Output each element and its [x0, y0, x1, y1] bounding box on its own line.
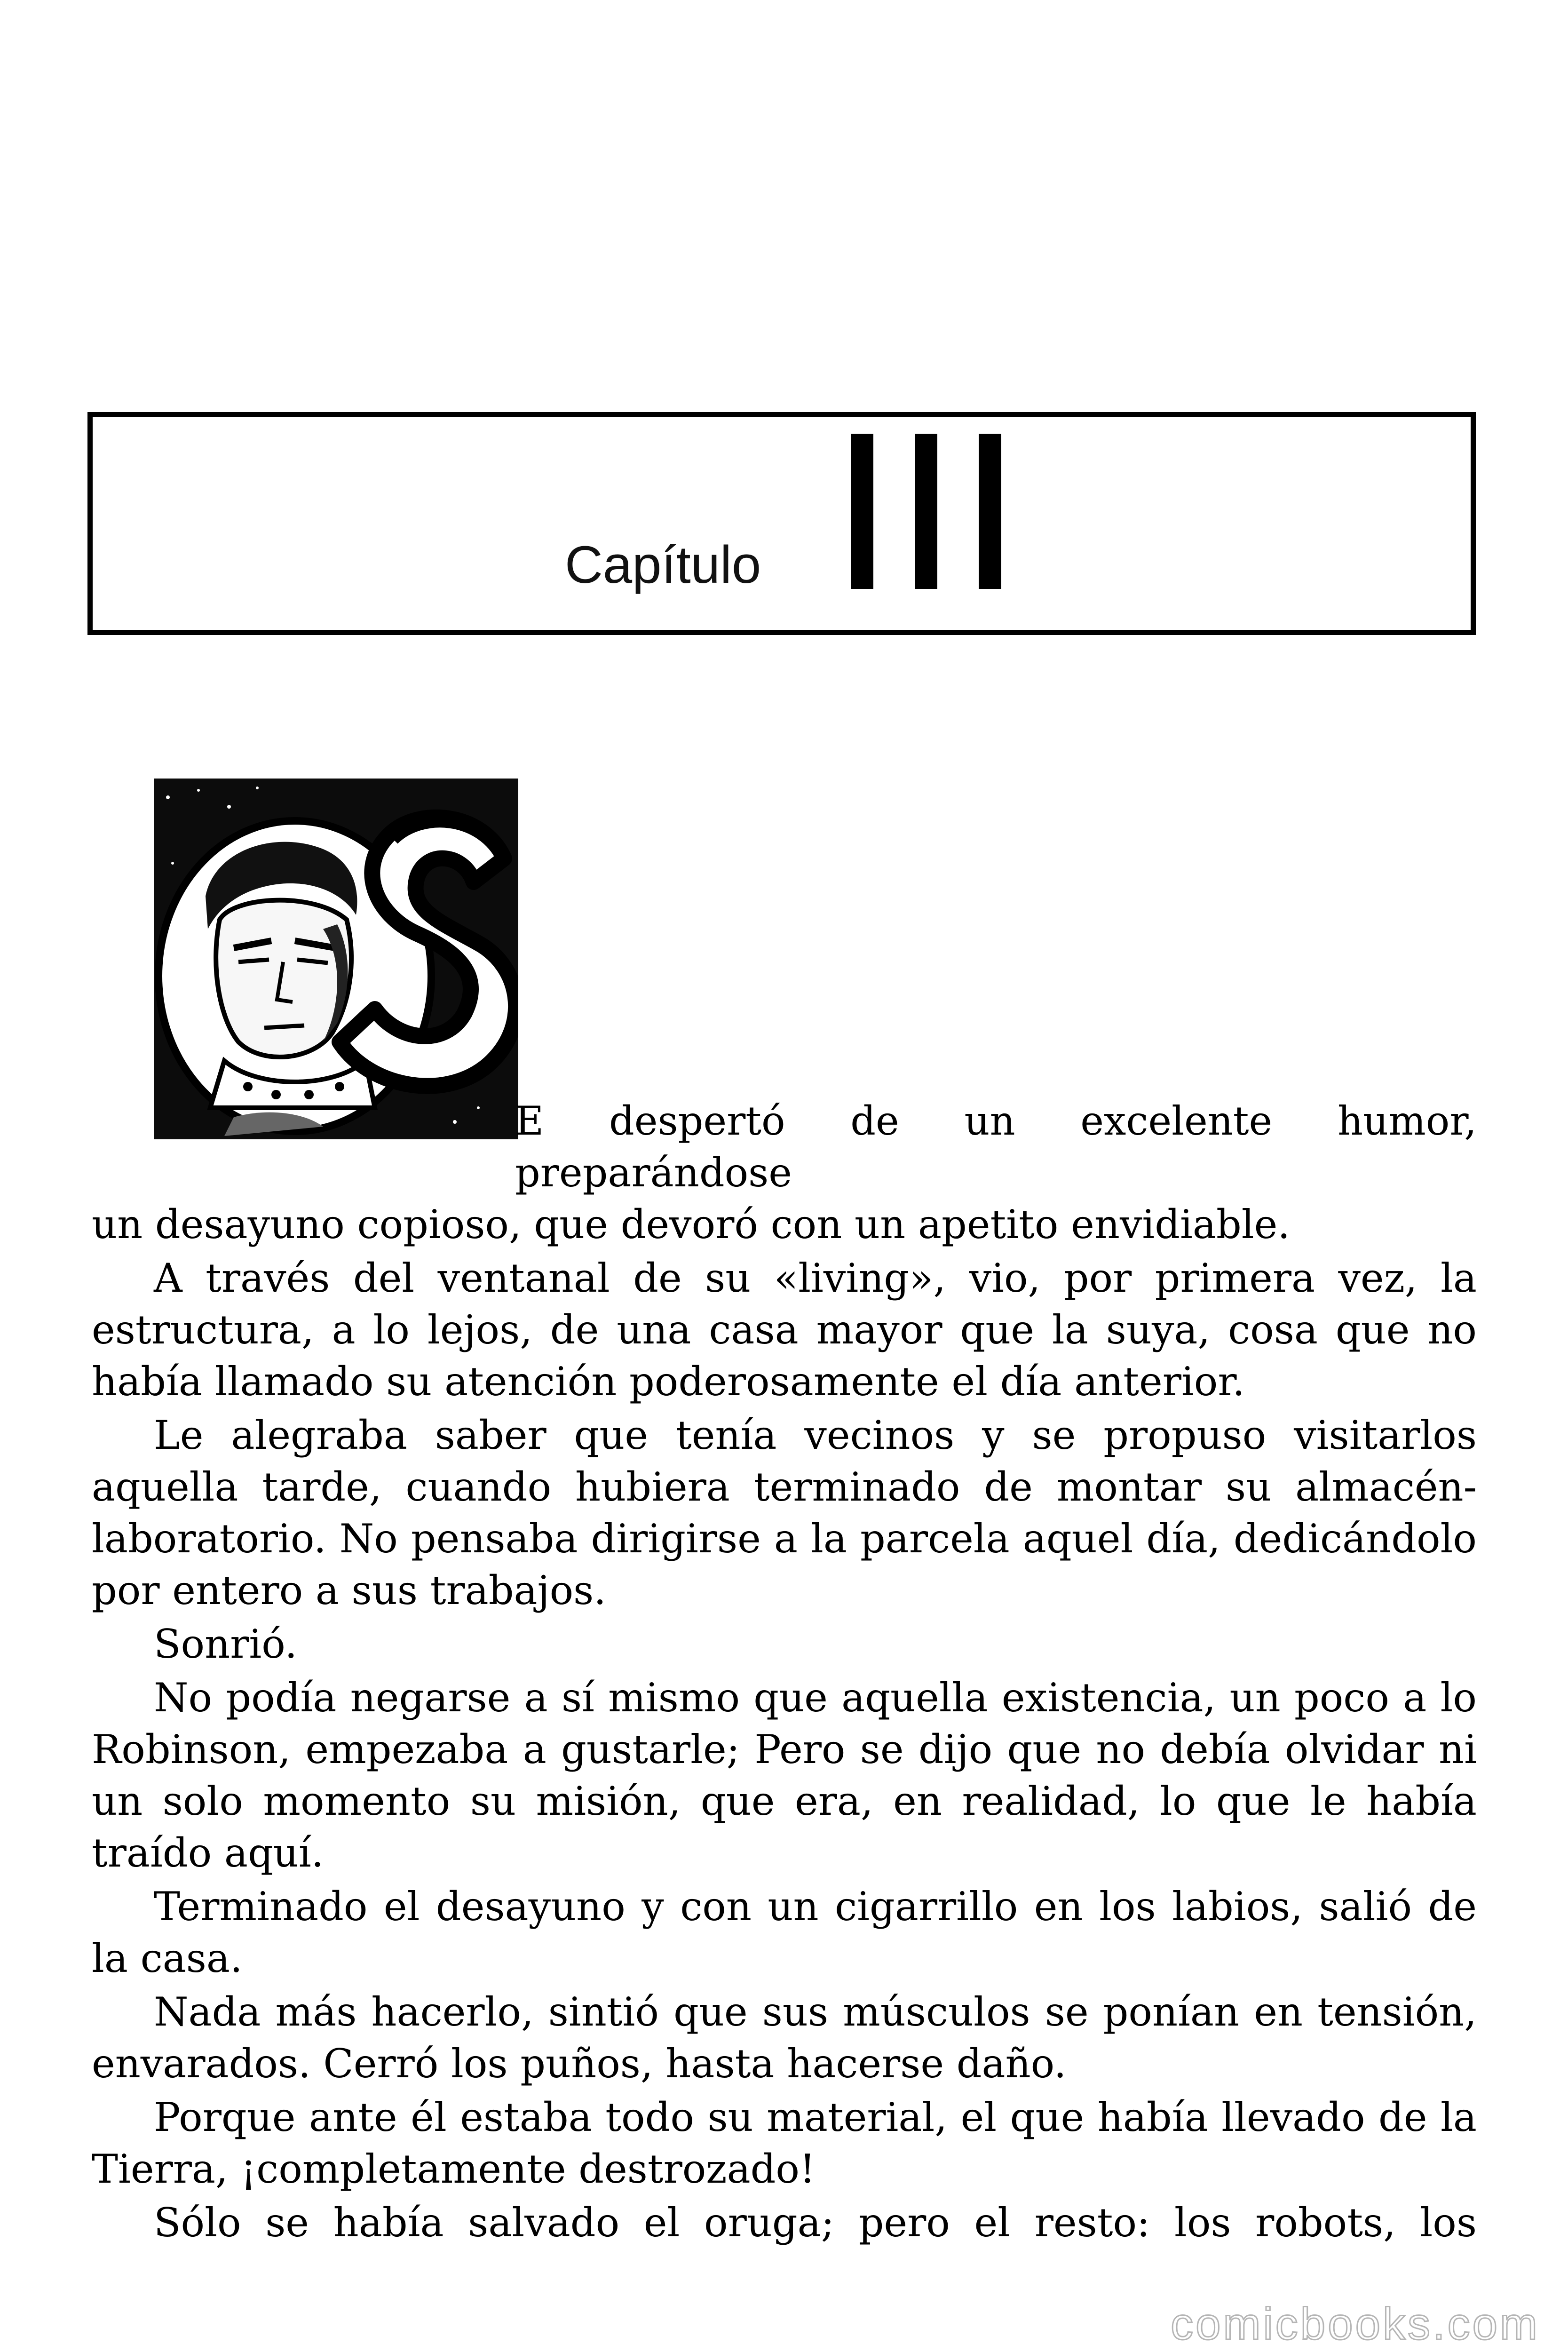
paragraph: A través del ventanal de su «living», vio, por primera vez, la estructura, a lo lejos, de una casa mayor que la suya, cosa que no había llamado su atención poderosamente el día anterior. — [92, 1255, 1477, 1405]
paragraph — [92, 1095, 1477, 1250]
paragraph: Terminado el desayuno y con un cigarrillo en los labios, salió de la casa. — [92, 1883, 1477, 1981]
drop-cap-illustration — [154, 779, 518, 1139]
paragraph-continuation: un desayuno copioso, que devoró con un apetito envidiable. — [92, 1201, 1291, 1248]
chapter-heading-box — [87, 412, 1476, 635]
paragraph: No podía negarse a sí mismo que aquella existencia, un poco a lo Robinson, empezaba a gustarle; Pero se dijo que no debía olvidar ni un solo momento su misión, que era, en realidad, lo que le había traído aquí. — [92, 1675, 1477, 1876]
paragraph: Le alegraba saber que tenía vecinos y se propuso visitarlos aquella tarde, cuando hubiera terminado de montar su almacén-laboratorio. No pensaba dirigirse a la parcela aquel día, dedicándolo por entero a sus trabajos. — [92, 1412, 1477, 1613]
chapter-numeral — [851, 434, 1001, 589]
astronaut-drop-cap-art — [154, 779, 518, 1139]
paragraph: Sonrió. — [154, 1621, 298, 1667]
paragraph: Sólo se había salvado el oruga; pero el resto: los robots, los — [154, 2200, 1477, 2246]
numeral-stroke — [851, 434, 873, 589]
chapter-word: Capítulo — [565, 535, 761, 594]
body-text — [92, 1095, 1477, 2250]
paragraph: Porque ante él estaba todo su material, el que había llevado de la Tierra, ¡completamente destrozado! — [92, 2094, 1477, 2192]
numeral-stroke — [915, 434, 937, 589]
paragraph: Nada más hacerlo, sintió que sus músculos se ponían en tensión, envarados. Cerró los puños, hasta hacerse daño. — [92, 1989, 1477, 2087]
numeral-stroke — [979, 434, 1001, 589]
site-watermark: comicbooks.com — [1171, 2299, 1540, 2349]
paragraph-first-line: E despertó de un excelente humor, preparándose — [515, 1098, 1477, 1196]
